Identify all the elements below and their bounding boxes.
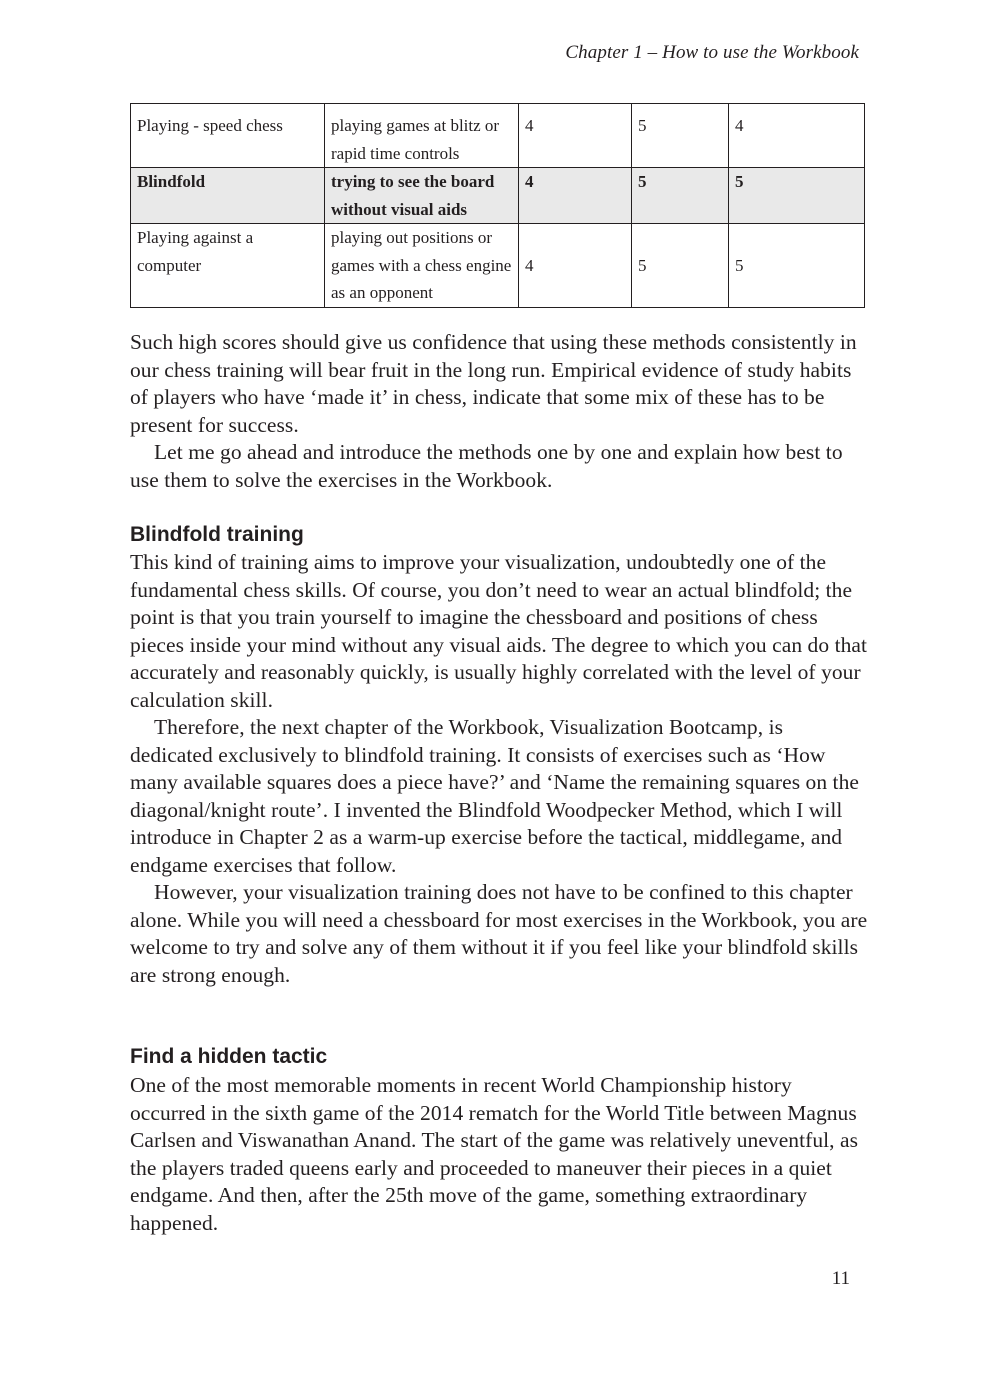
score-cell: 5 (632, 168, 729, 224)
paragraph: Therefore, the next chapter of the Workbook, Visualization Bootcamp, is dedicated exclusively to blindfold training. It consists of exercises such as ‘How many available squares does a piece have?’ and ‘Name the remaining squares on the diagonal/knight route’. I invented the Blindfold Woodpecker Method, which I will introduce in Chapter 2 as a warm-up exercise before the tactical, middlegame, and endgame exercises that follow. (130, 715, 859, 877)
intro-text (130, 329, 870, 494)
training-methods-table (130, 103, 865, 308)
score-cell: 5 (729, 224, 865, 308)
description-cell: trying to see the board without visual aids (325, 168, 519, 224)
paragraph: Such high scores should give us confidence that using these methods consistently in our chess training will bear fruit in the long run. Empirical evidence of study habits of players who have ‘made it’ in chess, indicate that some mix of these has to be present for success. (130, 330, 857, 437)
score-cell: 4 (519, 224, 632, 308)
score-cell: 5 (729, 168, 865, 224)
score-cell: 5 (632, 224, 729, 308)
score-cell: 4 (729, 104, 865, 168)
table-row (131, 224, 865, 308)
running-head: Chapter 1 – How to use the Workbook (565, 42, 859, 63)
paragraph: Let me go ahead and introduce the methods one by one and explain how best to use them to solve the exercises in the Workbook. (130, 440, 843, 492)
score-cell: 5 (632, 104, 729, 168)
score-cell: 4 (519, 104, 632, 168)
description-cell: playing out positions or games with a chess engine as an opponent (325, 224, 519, 308)
score-cell: 4 (519, 168, 632, 224)
section-heading-find-hidden-tactic: Find a hidden tactic (130, 1045, 328, 1068)
method-cell: Blindfold (131, 168, 325, 224)
paragraph: This kind of training aims to improve your visualization, undoubtedly one of the fundamental chess skills. Of course, you don’t need to wear an actual blindfold; the point is that you train yourself to imagine the chessboard and positions of chess pieces inside your mind without any visual aids. The degree to which you can do that accurately and reasonably quickly, is usually highly correlated with the level of your calculation skill. (130, 550, 868, 712)
blindfold-training-text (130, 549, 870, 989)
table-row-highlighted (131, 168, 865, 224)
paragraph: One of the most memorable moments in recent World Championship history occurred in the sixth game of the 2014 rematch for the World Title between Magnus Carlsen and Viswanathan Anand. The start of the game was relatively uneventful, as the players traded queens early and proceeded to maneuver their pieces in a quiet endgame. And then, after the 25th move of the game, something extraordinary happened. (130, 1073, 859, 1235)
paragraph: However, your visualization training does not have to be confined to this chapter alone. While you will need a chessboard for most exercises in the Workbook, you are welcome to try and solve any of them without it if you feel like your blindfold skills are strong enough. (130, 880, 868, 987)
table-row (131, 104, 865, 168)
hidden-tactic-text (130, 1072, 870, 1237)
method-cell: Playing against a computer (131, 224, 325, 308)
description-cell: playing games at blitz or rapid time controls (325, 104, 519, 168)
section-heading-blindfold-training: Blindfold training (130, 523, 304, 546)
page-number: 11 (831, 1268, 850, 1289)
method-cell: Playing - speed chess (131, 104, 325, 168)
